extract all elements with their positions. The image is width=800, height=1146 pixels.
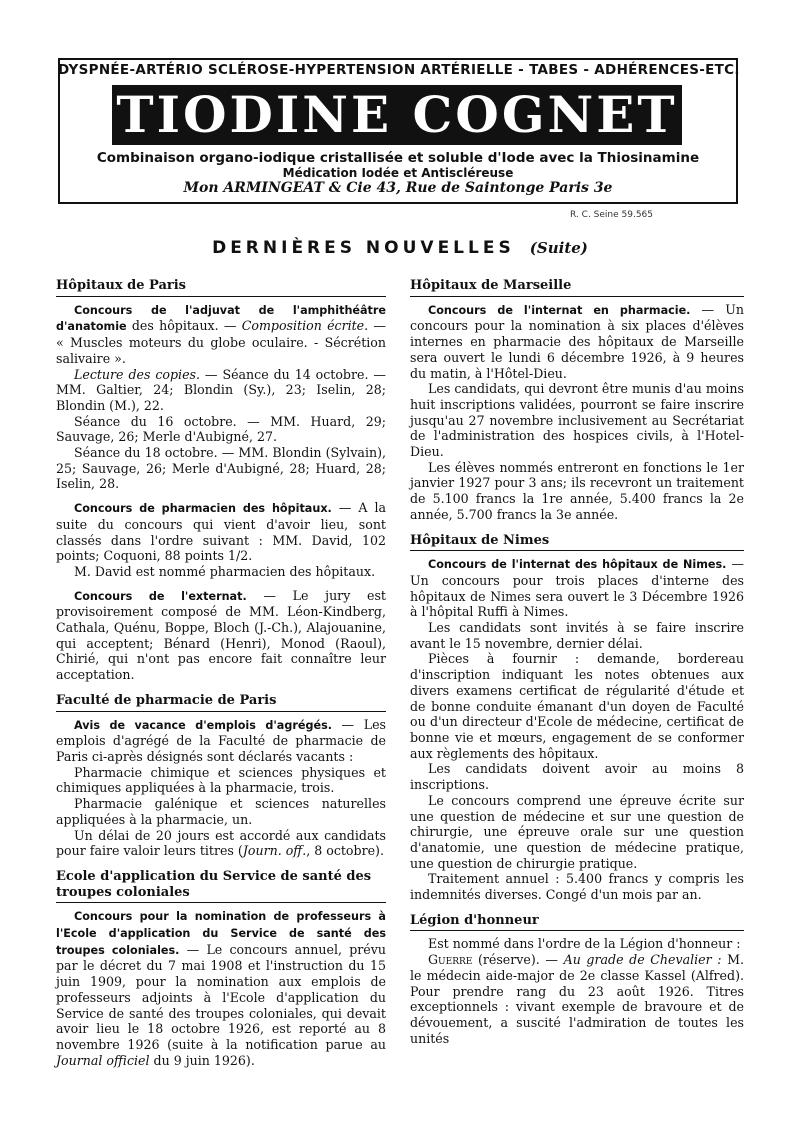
article-paragraph: Séance du 16 octobre. — MM. Huard, 29; Sauvage, 26; Merle d'Aubigné, 27. bbox=[56, 413, 386, 445]
text-run: Concours de l'adjuvat de l'amphithéâtre d'anatomie bbox=[56, 303, 386, 334]
advertisement-banner bbox=[58, 58, 738, 208]
text-run: Au grade de Chevalier : bbox=[563, 952, 722, 968]
text-run: — Séance du 14 octobre. — MM. Galtier, 24; Blondin (Sy.), 23; Iselin, 28; Blondin (M.), 22. bbox=[56, 366, 386, 413]
article-paragraph bbox=[56, 828, 386, 859]
article-paragraph: Séance du 18 octobre. — MM. Blondin (Sylvain), 25; Sauvage, 26; Merle d'Aubigné, 28; Huard, 28; Iselin, 28. bbox=[56, 445, 386, 492]
ad-description: Combinaison organo-iodique cristallisée et soluble d'Iode avec la Thiosinamine bbox=[96, 150, 700, 166]
section-heading: Ecole d'application du Service de santé des troupes coloniales bbox=[56, 869, 386, 903]
section-heading: Hôpitaux de Nimes bbox=[410, 533, 744, 552]
ad-medication: Médication Iodée et Antiscléreuse bbox=[282, 166, 514, 180]
text-run: — Un concours pour trois places d'interne des hôpitaux de Nimes sera ouvert le 3 Décembre 1926 à l'hôpital Ruffi à Nimes. bbox=[410, 556, 744, 620]
article-paragraph bbox=[410, 556, 744, 620]
article-paragraph: Est nommé dans l'ordre de la Légion d'honneur : bbox=[428, 936, 741, 952]
ad-brand-name: TIODINE COGNET bbox=[112, 85, 682, 145]
ad-indications: DYSPNÉE-ARTÉRIO SCLÉROSE-HYPERTENSION ARTÉRIELLE - TABES - ADHÉRENCES-ETC. bbox=[58, 62, 740, 78]
article-paragraph: M. David est nommé pharmacien des hôpitaux. bbox=[74, 563, 376, 579]
text-run: — Les emplois d'agrégé de la Faculté de pharmacie de Paris ci-après désignés sont déclarés vacants : bbox=[56, 716, 386, 764]
text-run: (réserve). — bbox=[472, 952, 564, 968]
text-run: Un délai de 20 jours est accordé aux candidats pour faire valoir leurs titres ( bbox=[56, 827, 386, 859]
article-paragraph: Les candidats doivent avoir au moins 8 inscriptions. bbox=[410, 761, 744, 793]
article-paragraph bbox=[56, 717, 386, 765]
article-paragraph: Le concours comprend une épreuve écrite sur une question de médecine et sur une question de chirurgie, une épreuve orale sur une question d'anatomie, une question de médecine pratique, une question de chirurgie pratique. bbox=[410, 792, 744, 871]
article-paragraph bbox=[410, 952, 744, 1046]
text-run: — « Muscles moteurs du globe oculaire. - Sécrétion salivaire ». bbox=[56, 318, 386, 366]
article-paragraph: Pièces à fournir : demande, bordereau d'inscription indiquant les notes obtenues aux divers examens certificat de régularité d'étude et de bonne conduite émanant d'un doyen de Faculté ou d'un directeur d'Ecole de médecine, certificat de bonne vie et mœurs, engagement de se conformer aux règlements des hôpitaux. bbox=[410, 651, 744, 761]
section-heading: Légion d'honneur bbox=[410, 913, 744, 932]
ad-address: Mon ARMINGEAT & Cie 43, Rue de Saintonge Paris 3e bbox=[183, 180, 613, 196]
section-heading: Hôpitaux de Paris bbox=[56, 278, 386, 297]
page-title-suite: (Suite) bbox=[529, 239, 588, 257]
left-column bbox=[56, 278, 386, 1068]
article-paragraph: Les candidats sont invités à se faire inscrire avant le 15 novembre, dernier délai. bbox=[410, 620, 744, 651]
section-heading: Faculté de pharmacie de Paris bbox=[56, 693, 386, 712]
right-column bbox=[410, 278, 744, 1046]
article-paragraph bbox=[56, 302, 386, 367]
section-heading: Hôpitaux de Marseille bbox=[410, 278, 744, 297]
text-run: Lecture des copies. bbox=[74, 366, 200, 382]
text-run: , 8 octobre). bbox=[306, 843, 384, 859]
text-run: du 9 juin 1926). bbox=[149, 1052, 255, 1068]
article-paragraph: Pharmacie chimique et sciences physiques et chimiques appliquées à la pharmacie, trois. bbox=[56, 764, 386, 796]
text-run: — A la suite du concours qui vient d'avoir lieu, sont classés dans l'ordre suivant : MM. David, 102 points; Coquoni, 88 points 1/2. bbox=[56, 500, 386, 564]
article-paragraph bbox=[56, 500, 386, 564]
text-run: M. le médecin aide-major de 2e classe Kassel (Alfred). Pour prendre rang du 23 août 1926. Titres exceptionnels : vivant exemple de bravoure et de dévouement, a suscité l'admiration de toutes les unités bbox=[410, 952, 744, 1046]
page-title bbox=[120, 238, 680, 258]
article-paragraph: Pharmacie galénique et sciences naturelles appliquées à la pharmacie, un. bbox=[56, 796, 386, 827]
article-paragraph bbox=[56, 588, 386, 683]
article-paragraph bbox=[56, 367, 386, 414]
text-run: Concours de l'externat. bbox=[74, 589, 247, 603]
text-run: Concours de pharmacien des hôpitaux. bbox=[74, 502, 332, 516]
text-run: — Le concours annuel, prévu par le décret du 7 mai 1908 et l'instruction du 15 juin 1909, pour la nomination aux emplois de professeurs adjoints à l'Ecole d'application du Service de santé des troupes coloniales, qui devait avoir lieu le 18 octobre 1926, est reporté au 8 novembre 1926 (suite à la notification parue au bbox=[56, 941, 386, 1052]
article-paragraph: Les élèves nommés entreront en fonctions le 1er janvier 1927 pour 3 ans; ils recevront un traitement de 5.100 francs la 1re année, 5.400 francs la 2e année, 5.700 francs la 3e année. bbox=[410, 459, 744, 522]
text-run: Concours de l'internat en pharmacie. bbox=[428, 303, 691, 317]
article-paragraph: Les candidats, qui devront être munis d'au moins huit inscriptions validées, pourront se faire inscrire jusqu'au 27 novembre inclusivement au Secrétariat de l'administration des hospices civils, à l'Hotel-Dieu. bbox=[410, 381, 744, 460]
article-paragraph: Traitement annuel : 5.400 francs y compris les indemnités diverses. Congé d'un mois par an. bbox=[410, 871, 744, 903]
text-run: Avis de vacance d'emplois d'agrégés. bbox=[74, 718, 332, 732]
text-run: Guerre bbox=[428, 952, 473, 968]
text-run: des hôpitaux. — bbox=[126, 318, 242, 334]
ad-registration: R. C. Seine 59.565 bbox=[570, 210, 654, 220]
text-run: Composition écrite. bbox=[241, 318, 369, 334]
text-run: Concours de l'internat des hôpitaux de Nimes. bbox=[428, 558, 727, 572]
article-paragraph bbox=[410, 302, 744, 382]
text-run: Concours pour la nomination de professeurs à l'Ecole d'application du Service de santé des troupes coloniales. bbox=[56, 910, 386, 957]
text-run: Journal officiel bbox=[56, 1052, 150, 1068]
text-run: — Un concours pour la nomination à six places d'élèves internes en pharmacie des hôpitaux de Marseille sera ouvert le lundi 6 décembre 1926, à 9 heures du matin, à l'Hôtel-Dieu. bbox=[410, 301, 744, 381]
article-paragraph bbox=[56, 908, 386, 1068]
text-run: — Le jury est provisoirement composé de MM. Léon-Kindberg, Cathala, Quénu, Boppe, Bloch (J.-Ch.), Alajouanine, qui acceptent; Bénard (Henri), Monod (Raoul), Chirié, qui n'ont pas encore fait connaître leur acceptation. bbox=[56, 587, 386, 683]
text-run: Journ. off. bbox=[242, 843, 307, 859]
page-title-main: DERNIÈRES NOUVELLES bbox=[212, 238, 515, 258]
